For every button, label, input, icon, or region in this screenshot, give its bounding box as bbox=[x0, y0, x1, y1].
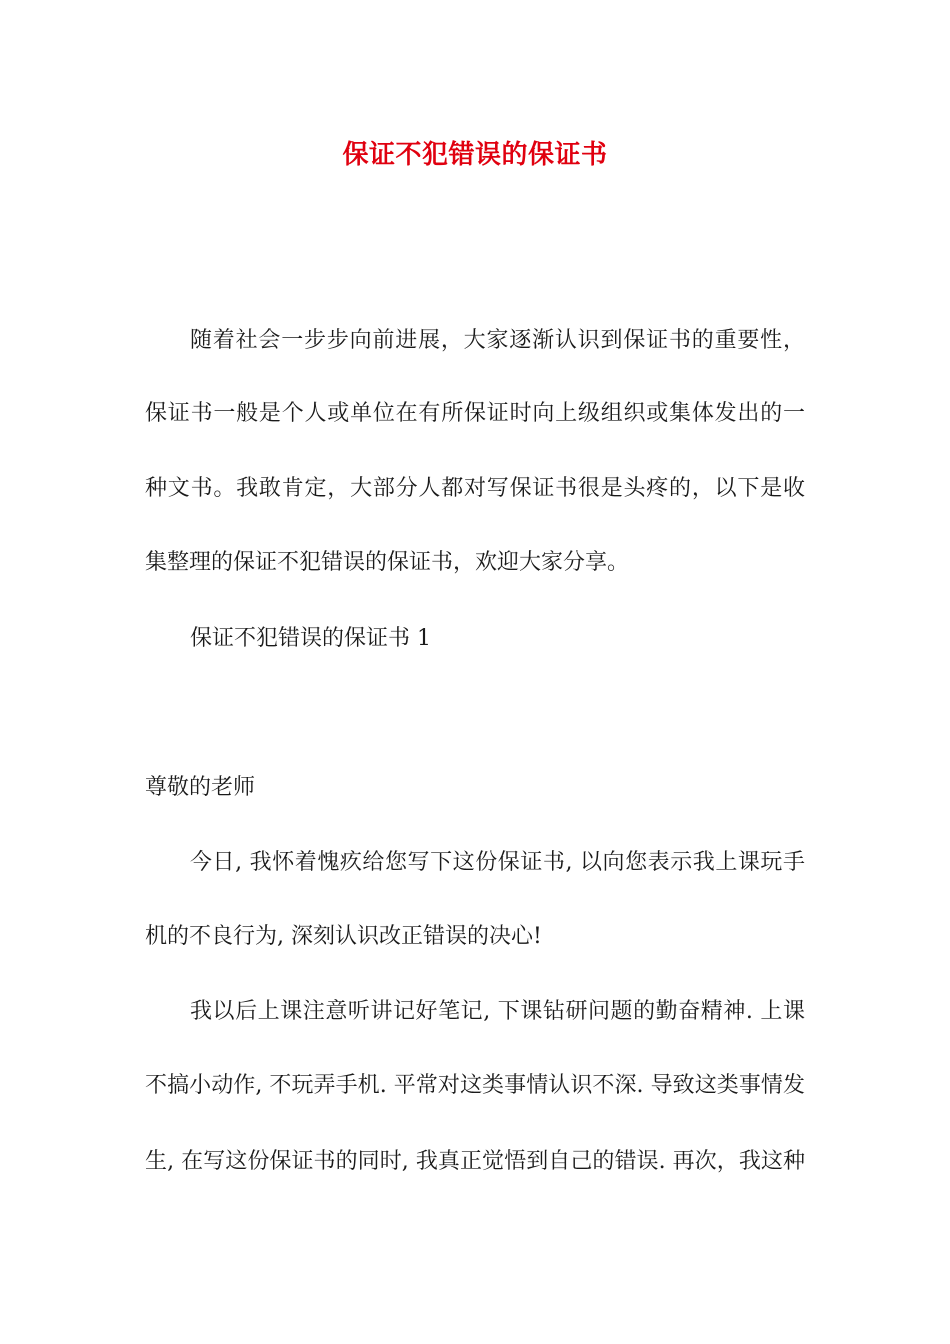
paragraph-line: 机的不良行为, 深刻认识改正错误的决心! bbox=[145, 924, 542, 949]
paragraph-line: 我以后上课注意听讲记好笔记, 下课钻研问题的勤奋精神. 上课 bbox=[190, 999, 805, 1024]
paragraph-line: 生, 在写这份保证书的同时, 我真正觉悟到自己的错误. 再次，我这种 bbox=[145, 1149, 805, 1174]
paragraph-line: 不搞小动作, 不玩弄手机. 平常对这类事情认识不深. 导致这类事情发 bbox=[145, 1073, 805, 1098]
paragraph-line: 今日, 我怀着愧疚给您写下这份保证书, 以向您表示我上课玩手 bbox=[190, 850, 805, 875]
paragraph-line: 随着社会一步步向前进展，大家逐渐认识到保证书的重要性， bbox=[190, 328, 805, 353]
section-heading: 保证不犯错误的保证书 1 bbox=[190, 626, 431, 651]
paragraph-line: 集整理的保证不犯错误的保证书，欢迎大家分享。 bbox=[145, 550, 630, 575]
paragraph-line: 保证书一般是个人或单位在有所保证时向上级组织或集体发出的一 bbox=[145, 401, 805, 426]
paragraph-line: 种文书。我敢肯定，大部分人都对写保证书很是头疼的，以下是收 bbox=[145, 476, 805, 501]
salutation: 尊敬的老师 bbox=[145, 775, 256, 800]
document-title: 保证不犯错误的保证书 bbox=[342, 140, 608, 170]
